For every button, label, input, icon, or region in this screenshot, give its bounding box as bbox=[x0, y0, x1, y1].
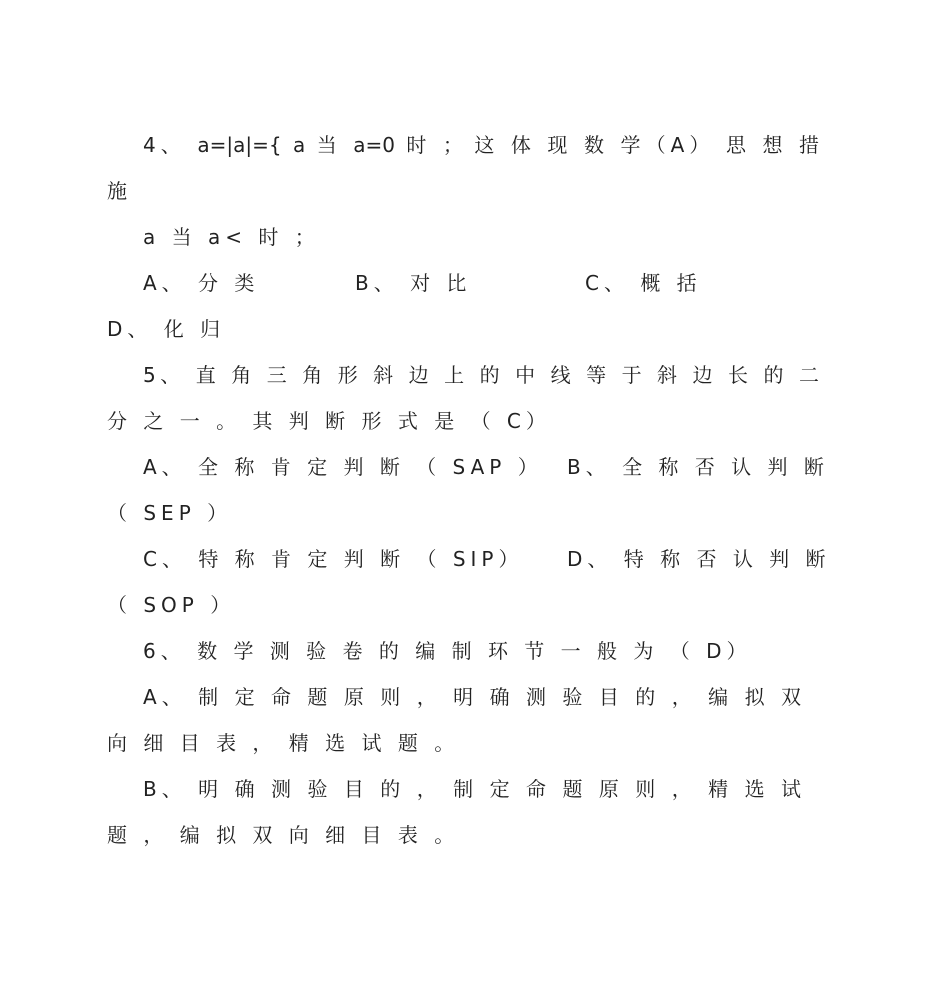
q6-option-b: B、 明 确 测 验 目 的 ， 制 定 命 题 原 则 ， 精 选 试 bbox=[143, 777, 801, 801]
q5-option-a: A、 全 称 肯 定 判 断 （ SAP ） bbox=[143, 455, 543, 479]
q5-option-d-continuation: （ SOP ） bbox=[107, 593, 236, 617]
q5-line2: 分 之 一 。 其 判 断 形 式 是 （ C） bbox=[107, 409, 551, 433]
q6-line1: 6、 数 学 测 验 卷 的 编 制 环 节 一 般 为 （ D） bbox=[143, 639, 752, 663]
q5-line1: 5、 直 角 三 角 形 斜 边 上 的 中 线 等 于 斜 边 长 的 二 bbox=[143, 363, 819, 387]
q5-option-b: B、 全 称 否 认 判 断 bbox=[567, 455, 829, 479]
q4-option-c: C、 概 括 bbox=[585, 271, 702, 295]
q5-option-c: C、 特 称 肯 定 判 断 （ SIP） bbox=[143, 547, 524, 571]
q4-line1-continuation: 施 bbox=[107, 179, 132, 203]
q4-line1: 4、 a=|a|={ a 当 a=0 时 ； 这 体 现 数 学（A） 思 想 措 bbox=[143, 133, 819, 157]
q4-option-b: B、 对 比 bbox=[355, 271, 472, 295]
q4-line2: a 当 a< 时 ； bbox=[143, 225, 320, 249]
q4-option-a: A、 分 类 bbox=[143, 271, 260, 295]
q6-option-b-continuation: 题 ， 编 拟 双 向 细 目 表 。 bbox=[107, 823, 460, 847]
q4-option-d: D、 化 归 bbox=[107, 317, 226, 341]
q5-option-b-continuation: （ SEP ） bbox=[107, 501, 233, 525]
q5-option-d: D、 特 称 否 认 判 断 bbox=[567, 547, 831, 571]
q6-option-a: A、 制 定 命 题 原 则 ， 明 确 测 验 目 的 ， 编 拟 双 bbox=[143, 685, 801, 709]
q6-option-a-continuation: 向 细 目 表 ， 精 选 试 题 。 bbox=[107, 731, 460, 755]
